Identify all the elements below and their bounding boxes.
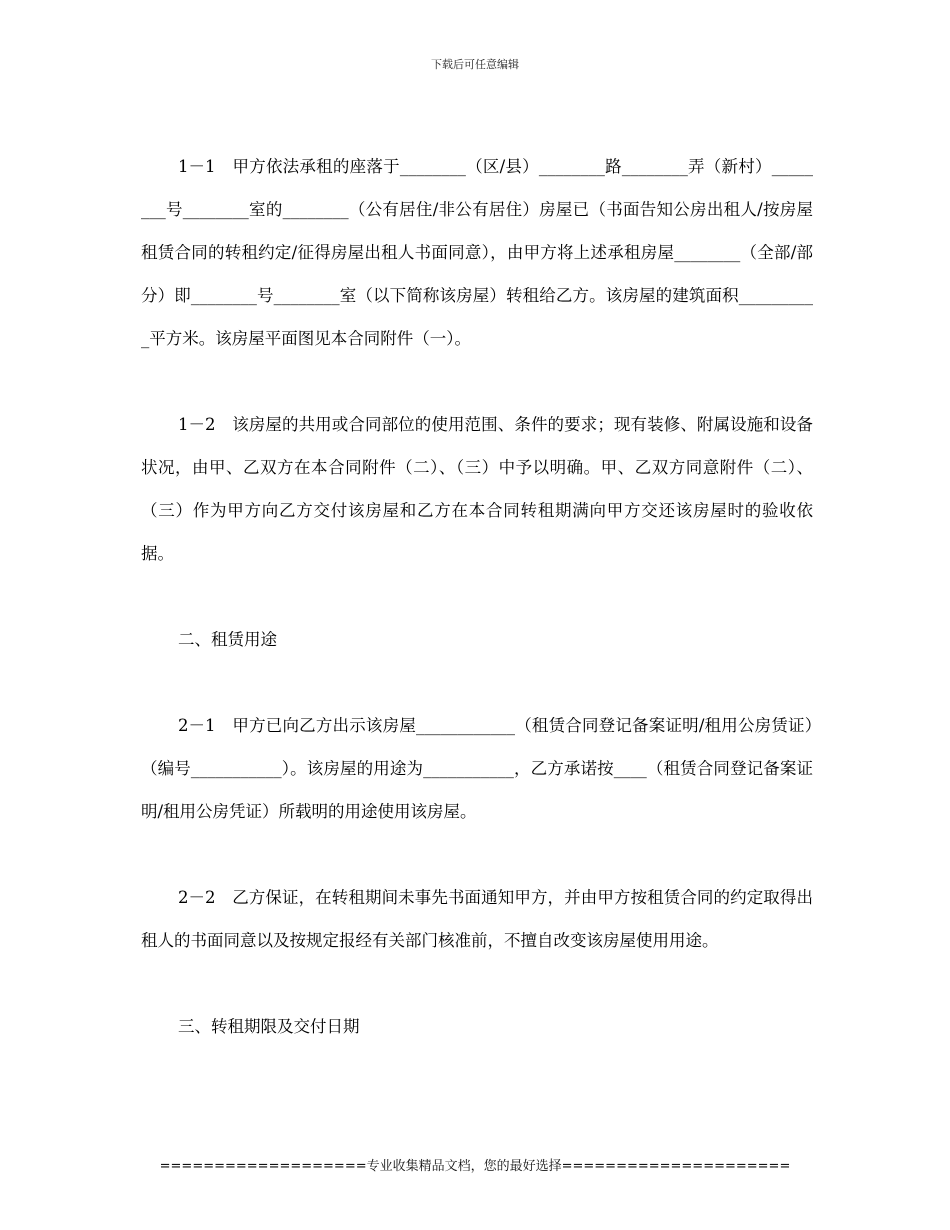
section-2-title: 二、租赁用途 xyxy=(178,630,277,649)
clause-1-2: 1－2 该房屋的共用或合同部位的使用范围、条件的要求；现有装修、附属设施和设备状况，由甲、乙双方在本合同附件（二）、（三）中予以明确。甲、乙双方同意附件（二）、（三）作为甲方向乙方交付该房屋和乙方在本合同转租期满向甲方交还该房屋时的验收依据。 xyxy=(141,415,813,563)
clause-1-1: 1－1 甲方依法承租的座落于________（区/县）________路________弄（新村）________号________室的________（公有居住/非公有居住）房屋已（书面告知公房出租人/按房屋租赁合同的转租约定/征得房屋出租人书面同意），由甲方将上述承租房屋________（全部/部分）即________号________室（以下简称该房屋）转租给乙方。该房屋的建筑面积__________平方米。该房屋平面图见本合同附件（一）。 xyxy=(141,157,813,348)
section-3-title: 三、转租期限及交付日期 xyxy=(178,1017,360,1036)
page-header: 下载后可任意编辑 xyxy=(431,58,519,71)
page-footer: ===================专业收集精品文档，您的最好选择===================== xyxy=(159,1159,791,1174)
clause-2-1: 2－1 甲方已向乙方出示该房屋____________（租赁合同登记备案证明/租用公房赁证）（编号___________）。该房屋的用途为___________，乙方承诺按____（租赁合同登记备案证明/租用公房凭证）所载明的用途使用该房屋。 xyxy=(141,716,813,821)
clause-2-2: 2－2 乙方保证，在转租期间未事先书面通知甲方，并由甲方按租赁合同的约定取得出租人的书面同意以及按规定报经有关部门核准前，不擅自改变该房屋使用用途。 xyxy=(141,888,813,950)
document-body xyxy=(141,145,813,1091)
